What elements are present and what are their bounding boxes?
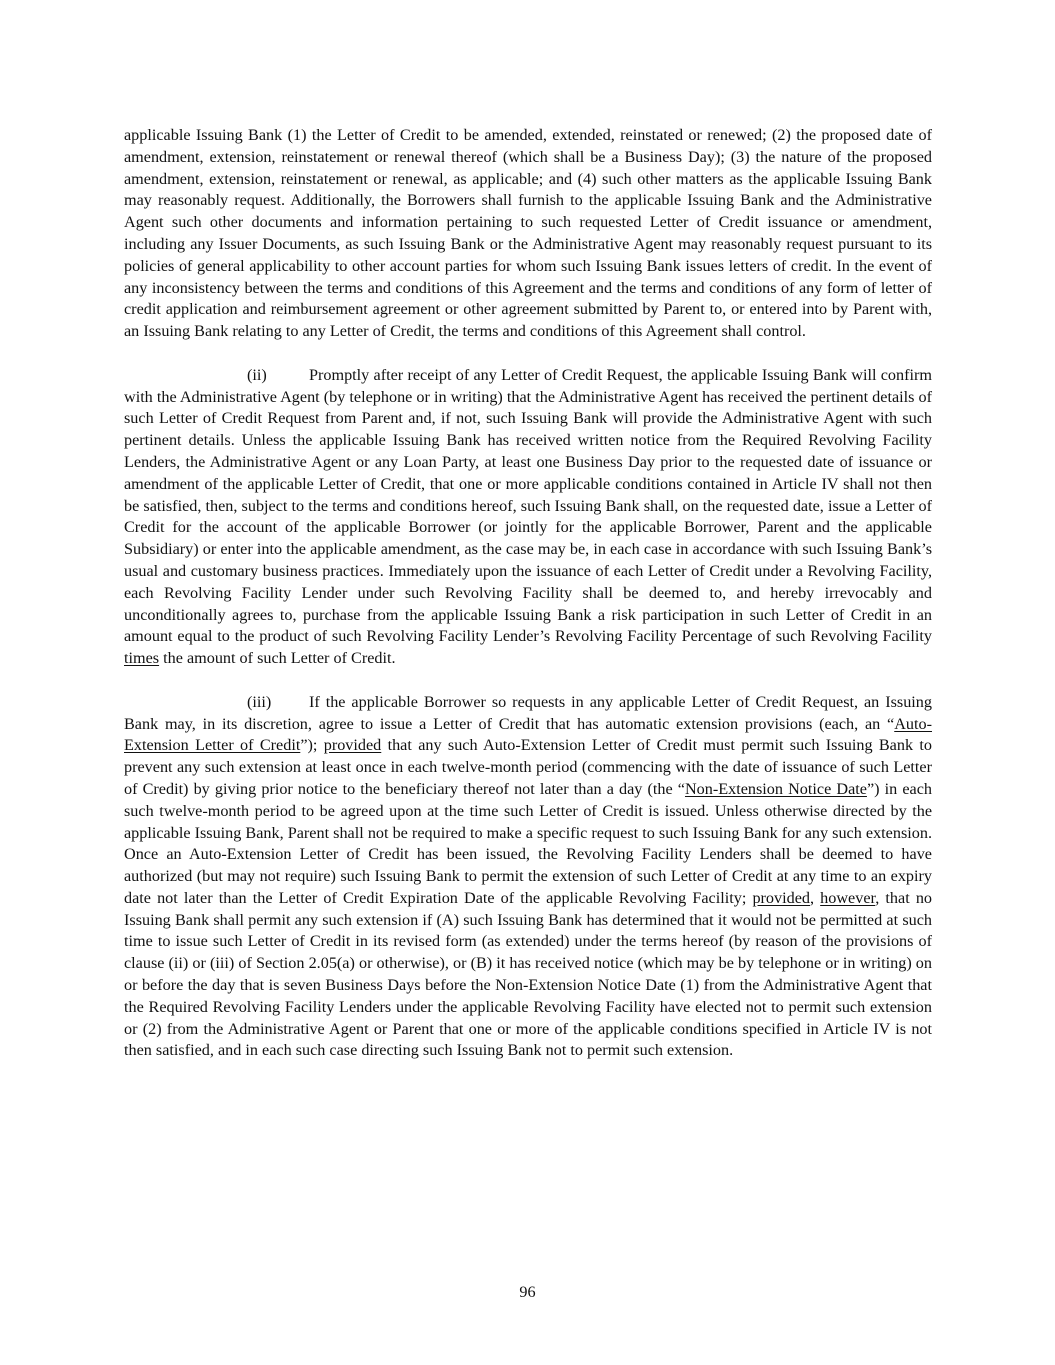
paragraph-iii-text-3: that any such Auto-Extension Letter of Credit must permit such Issuing Bank to prevent any such extension at least once in each twelve-month period (commencing with the date of issuance of such Letter of Credit) by giving prior notice to the beneficiary thereof not later than a day (the “	[124, 736, 932, 798]
paragraph-continuation: applicable Issuing Bank (1) the Letter of Credit to be amended, extended, reinstated or renewed; (2) the proposed date of amendment, extension, reinstatement or renewal thereof (which shall be a Business Day); (3) the nature of the proposed amendment, extension, reinstatement or renewal, as applicable; and (4) such other matters as the applicable Issuing Bank may reasonably request. Additionally, the Borrowers shall furnish to the applicable Issuing Bank and the Administrative Agent such other documents and information pertaining to such requested Letter of Credit issuance or amendment, including any Issuer Documents, as such Issuing Bank or the Administrative Agent may reasonably request pursuant to its policies of general applicability to other account parties for whom such Issuing Bank issues letters of credit. In the event of any inconsistency between the terms and conditions of this Agreement and the terms and conditions of any form of letter of credit application and reimbursement agreement or other agreement submitted by Parent to, or entered into by Parent with, an Issuing Bank relating to any Letter of Credit, the terms and conditions of this Agreement shall control.	[124, 126, 932, 341]
clause-label-ii: (ii)	[247, 365, 267, 384]
defined-term-non-extension-notice-date: Non-Extension Notice Date	[684, 779, 867, 798]
paragraph-ii-text: Promptly after receipt of any Letter of Credit Request, the applicable Issuing Bank will confirm with the Administrative Agent (by telephone or in writing) that the Administrative Agent has received the pertinent details of such Letter of Credit Request from Parent and, if not, such Issuing Bank will provide the Administrative Agent with such pertinent details. Unless the applicable Issuing Bank has received written notice from the Required Revolving Facility Lenders, the Administrative Agent or any Loan Party, at least one Business Day prior to the requested date of issuance or amendment of the applicable Letter of Credit, that one or more applicable conditions contained in Article IV shall not then be satisfied, then, subject to the terms and conditions hereof, such Issuing Bank shall, on the requested date, issue a Letter of Credit for the account of the applicable Borrower (or jointly for the applicable Borrower, Parent and the applicable Subsidiary) or enter into the applicable amendment, as the case may be, in each case in accordance with such Issuing Bank’s usual and customary business practices. Immediately upon the issuance of each Letter of Credit under a Revolving Facility, each Revolving Facility Lender under such Revolving Facility shall be deemed to, and hereby irrevocably and unconditionally agrees to, purchase from the applicable Issuing Bank a risk participation in such Letter of Credit in an amount equal to the product of such Revolving Facility Lender’s Revolving Facility Percentage of such Revolving Facility	[124, 365, 932, 646]
paragraph-iii-text-5: ,	[810, 888, 815, 907]
term-however: however	[820, 888, 876, 907]
term-provided-2: provided	[752, 888, 810, 907]
paragraph-iii-text-4: ”) in each such twelve-month period to be agreed upon at the time such Letter of Credit is issued. Unless otherwise directed by the applicable Issuing Bank, Parent shall not be required to make a specific request to such Issuing Bank for any such extension. Once an Auto-Extension Letter of Credit has been issued, the Revolving Facility Lenders shall be deemed to have authorized (but may not require) such Issuing Bank to permit the extension of such Letter of Credit at any time to an expiry date not later than the Letter of Credit Expiration Date of the applicable Revolving Facility;	[124, 779, 932, 907]
defined-term-auto-extension: Auto-Extension Letter of Credit	[124, 714, 932, 755]
paragraph-ii	[124, 365, 932, 670]
paragraph-iii-text-2: ”);	[300, 736, 318, 755]
term-times: times	[124, 649, 160, 668]
paragraph-ii-text-end: the amount of such Letter of Credit.	[163, 649, 396, 668]
document-body	[124, 125, 932, 1062]
page-number: 96	[519, 1283, 536, 1301]
paragraph-iii-text-1: If the applicable Borrower so requests in any applicable Letter of Credit Request, an Issuing Bank may, in its discretion, agree to issue a Letter of Credit that has automatic extension provisions (each, an “	[124, 692, 932, 733]
term-provided: provided	[323, 736, 382, 755]
paragraph-iii	[124, 692, 932, 1063]
paragraph-iii-text-6: , that no Issuing Bank shall permit any such extension if (A) such Issuing Bank has determined that it would not be permitted at such time to issue such Letter of Credit in its revised form (as extended) under the terms hereof (by reason of the provisions of clause (ii) or (iii) of Section 2.05(a) or otherwise), or (B) it has received notice (which may be by telephone or in writing) on or before the day that is seven Business Days before the Non-Extension Notice Date (1) from the Administrative Agent that the Required Revolving Facility Lenders under the applicable Revolving Facility have elected not to permit such extension or (2) from the Administrative Agent or Parent that one or more of the applicable conditions specified in Article IV is not then satisfied, and in each such case directing such Issuing Bank not to permit such extension.	[124, 888, 933, 1060]
clause-label-iii: (iii)	[247, 692, 272, 711]
